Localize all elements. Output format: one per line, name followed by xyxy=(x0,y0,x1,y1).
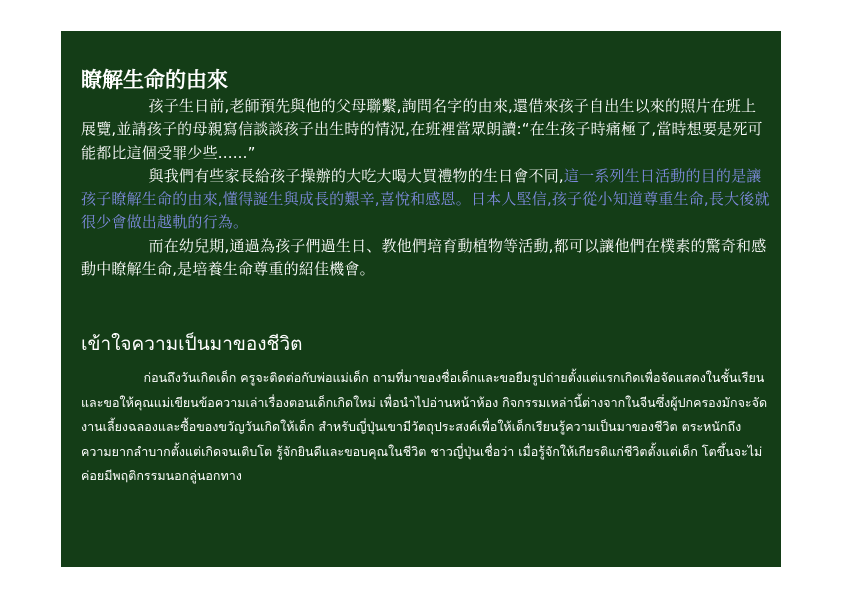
thai-heading: เข้าใจความเป็นมาของชีวิต xyxy=(81,333,303,355)
chinese-paragraph-2 xyxy=(81,165,771,235)
chinese-heading: 瞭解生命的由來 xyxy=(81,68,228,92)
chinese-paragraph-2-highlight: 這一系列生日活動的目的是讓孩子瞭解生命的由來,懂得誕生與成長的艱辛,喜悅和感恩。日本人堅信,孩子從小知道尊重生命,長大後就很少會做出越軌的行為。 xyxy=(81,166,770,232)
thai-body xyxy=(81,366,771,489)
chinese-paragraph-2-normal: 與我們有些家長給孩子操辦的大吃大喝大買禮物的生日會不同, xyxy=(148,166,564,185)
slide xyxy=(61,31,781,567)
chinese-paragraph-1: 孩子生日前,老師預先與他的父母聯繫,詢問名字的由來,還借來孩子自出生以來的照片在班上展覽,並請孩子的母親寫信談談孩子出生時的情況,在班裡當眾朗讀:“在生孩子時痛極了,當時想要是死可能都比這個受罪少些......” xyxy=(81,97,763,162)
chinese-body xyxy=(81,95,771,281)
chinese-paragraph-3: 而在幼兒期,通過為孩子們過生日、教他們培育動植物等活動,都可以讓他們在樸素的驚奇和感動中瞭解生命,是培養生命尊重的紹佳機會。 xyxy=(81,236,767,279)
thai-paragraph-1: ก่อนถึงวันเกิดเด็ก ครูจะติดต่อกับพ่อแม่เด็ก ถามที่มาของชื่อเด็กและขอยืมรูปถ่ายตั้งแต่แรกเกิดเพื่อจัดแสดงในชั้นเรียน และขอให้คุณแม่เขียนข้อความเล่าเรื่องตอนเด็กเกิดใหม่ เพื่อนำไปอ่านหน้าห้อง กิจกรรมเหล่านี้ต่างจากในจีนซึ่งผู้ปกครองมักจะจัดงานเลี้ยงฉลองและซื้อของขวัญวันเกิดให้เด็ก สำหรับญี่ปุ่นเขามีวัตถุประสงค์เพื่อให้เด็กเรียนรู้ความเป็นมาของชีวิต ตระหนักถึงความยากลำบากตั้งแต่เกิดจนเติบโต รู้จักยินดีและขอบคุณในชีวิต ชาวญี่ปุ่นเชื่อว่า เมื่อรู้จักให้เกียรติแก่ชีวิตตั้งแต่เด็ก โตขึ้นจะไม่ค่อยมีพฤติกรรมนอกลู่นอกทาง xyxy=(81,370,768,483)
